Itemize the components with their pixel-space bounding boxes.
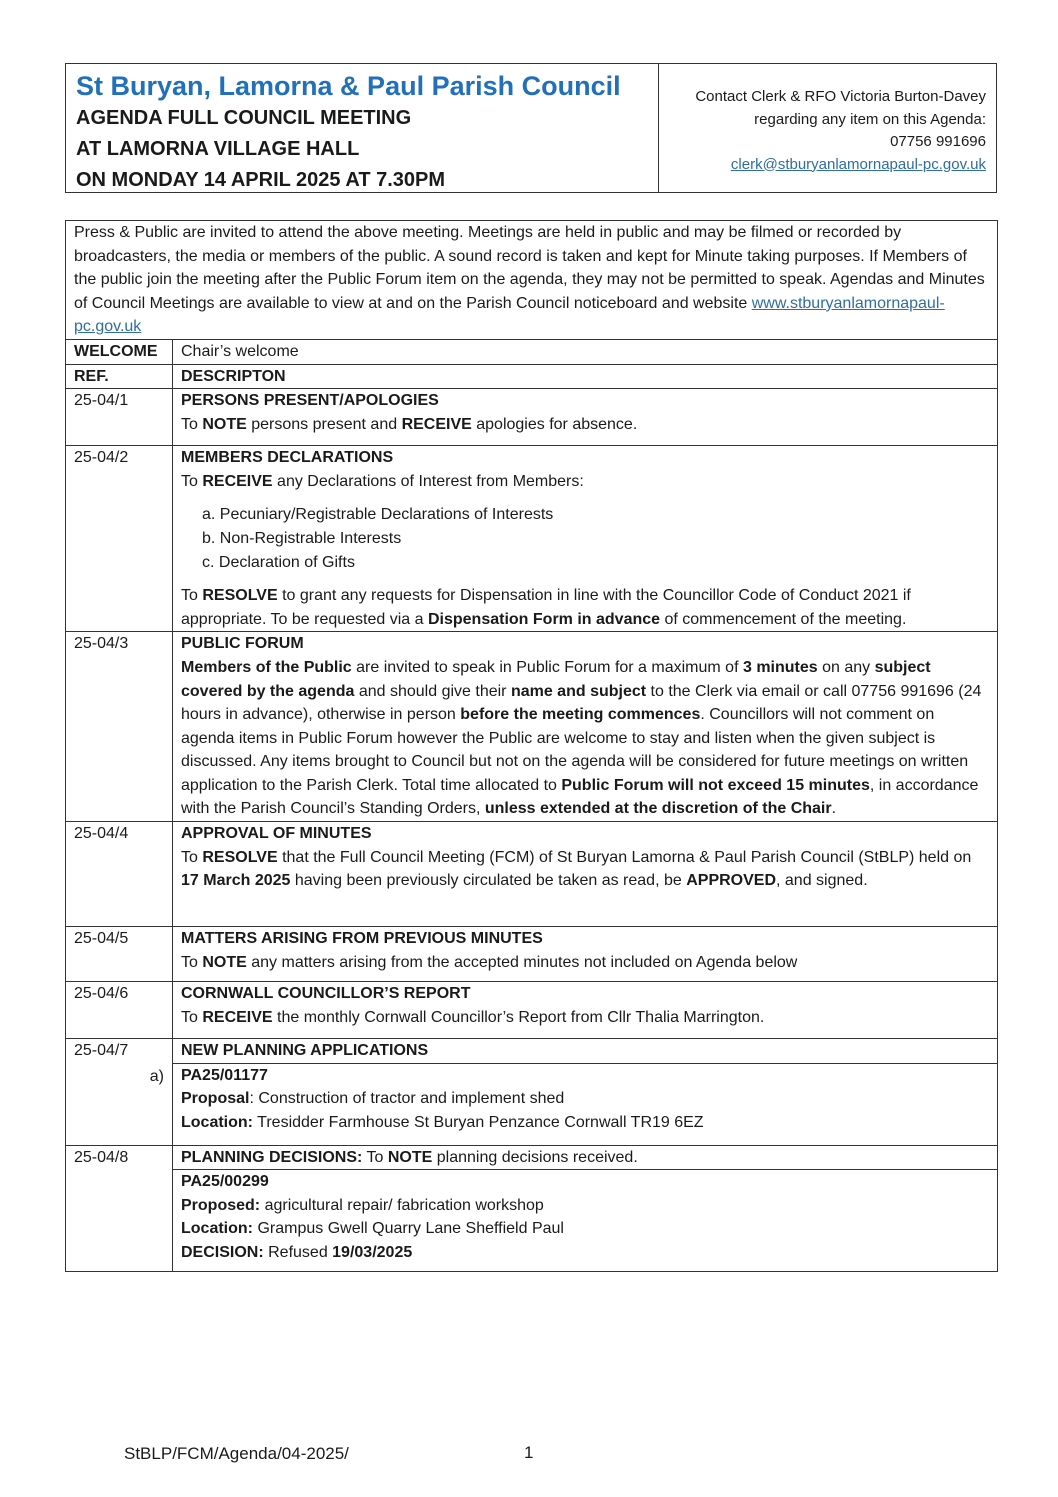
item-body: To NOTE persons present and RECEIVE apologies for absence. (181, 415, 638, 433)
list-item: b. Non-Registrable Interests (202, 529, 402, 547)
dispensation-text: To RESOLVE to grant any requests for Dispensation in line with the Councillor Code of Conduct 2021 if appropriate. To be requested via a Dispensation Form in advance of commencement of the meeting. (181, 587, 911, 628)
contact-phone: 07756 991696 (890, 133, 986, 150)
item-title: MEMBERS DECLARATIONS (181, 449, 394, 467)
item-body: To RECEIVE the monthly Cornwall Councillor’s Report from Cllr Thalia Marrington. (181, 1008, 765, 1026)
footer-doc-ref: StBLP/FCM/Agenda/04-2025/ (124, 1444, 349, 1463)
application-number: PA25/00299 (181, 1173, 269, 1191)
agenda-item-3 (66, 632, 998, 822)
item-title: MATTERS ARISING FROM PREVIOUS MINUTES (181, 930, 543, 948)
item-title: APPROVAL OF MINUTES (181, 825, 372, 843)
council-name: St Buryan, Lamorna & Paul Parish Council (76, 71, 621, 101)
item-desc: PLANNING DECISIONS: To NOTE planning decisions received. (173, 1145, 998, 1170)
declarations-list (181, 503, 989, 574)
item-desc (173, 632, 998, 822)
footer-page-number: 1 (524, 1443, 534, 1462)
item-ref: 25-04/2 (66, 446, 173, 632)
column-ref-header: REF. (66, 364, 173, 389)
contact-regarding: regarding any item on this Agenda: (754, 110, 986, 128)
list-item: c. Declaration of Gifts (202, 553, 355, 571)
agenda-item-8 (66, 1145, 998, 1170)
planning-application-row (66, 1063, 998, 1145)
meeting-venue: AT LAMORNA VILLAGE HALL (76, 138, 360, 160)
header-box (65, 63, 997, 193)
agenda-item-4 (66, 822, 998, 927)
website-link[interactable]: www.stburyanlamornapaul-pc.gov.uk (74, 294, 945, 336)
agenda-item-7 (66, 1039, 998, 1064)
agenda-table (65, 220, 998, 1272)
contact-block (659, 64, 996, 192)
list-item: a. Pecuniary/Registrable Declarations of Interests (202, 506, 554, 524)
contact-clerk: Contact Clerk & RFO Victoria Burton-Davey (695, 88, 986, 105)
item-ref-cell (66, 1039, 173, 1146)
item-desc (173, 927, 998, 982)
intro-text: Press & Public are invited to attend the above meeting. Meetings are held in public and may be filmed or recorded by broadcasters, the media or members of the public. A sound record is taken and kept for Minute taking purposes. If Members of the public join the meeting after the Public Forum item on the agenda, they may not be permitted to speak. Agendas and Minutes of Council Meetings are available to view at and on the Parish Council noticeboard and website (74, 224, 985, 312)
welcome-row (66, 339, 998, 364)
planning-application (173, 1063, 998, 1145)
item-ref: 25-04/7 (74, 1042, 129, 1060)
application-proposal: Proposal: Construction of tractor and implement shed (181, 1090, 565, 1108)
item-body: To NOTE any matters arising from the accepted minutes not included on Agenda below (181, 953, 798, 971)
item-title: PERSONS PRESENT/APOLOGIES (181, 392, 439, 410)
item-ref: 25-04/3 (66, 632, 173, 822)
sub-item-label: a) (149, 1067, 164, 1085)
application-location: Location: Tresidder Farmhouse St Buryan Penzance Cornwall TR19 6EZ (181, 1113, 704, 1131)
item-title: PLANNING DECISIONS: (181, 1148, 363, 1166)
agenda-item-1 (66, 389, 998, 446)
planning-decision (173, 1170, 998, 1272)
contact-email-link[interactable]: clerk@stburyanlamornapaul-pc.gov.uk (730, 155, 986, 173)
item-ref: 25-04/5 (66, 927, 173, 982)
agenda-item-5 (66, 927, 998, 982)
item-body: To RESOLVE that the Full Council Meeting (FCM) of St Buryan Lamorna & Paul Parish Council (StBLP) held on 17 March 2025 having been previously circulated be taken as read, be APPROVED, and signed. (181, 848, 972, 890)
item-ref: 25-04/6 (66, 982, 173, 1039)
item-desc (173, 822, 998, 927)
item-desc (173, 389, 998, 446)
welcome-ref: WELCOME (66, 339, 173, 364)
item-desc (173, 982, 998, 1039)
application-number: PA25/01177 (181, 1066, 268, 1084)
item-title: NEW PLANNING APPLICATIONS (173, 1039, 998, 1064)
decision-location: Location: Grampus Gwell Quarry Lane Sheffield Paul (181, 1220, 564, 1238)
intro-row (66, 221, 998, 340)
item-desc (173, 446, 998, 632)
item-ref: 25-04/1 (66, 389, 173, 446)
agenda-item-6 (66, 982, 998, 1039)
column-desc-header: DESCRIPTON (173, 364, 998, 389)
planning-decision-row (66, 1170, 998, 1272)
meeting-title: AGENDA FULL COUNCIL MEETING (76, 107, 412, 129)
meeting-date: ON MONDAY 14 APRIL 2025 AT 7.30PM (76, 169, 446, 191)
item-ref: 25-04/4 (66, 822, 173, 927)
item-title: CORNWALL COUNCILLOR’S REPORT (181, 985, 471, 1003)
agenda-item-2 (66, 446, 998, 632)
item-ref: 25-04/8 (66, 1145, 173, 1272)
item-body: Members of the Public are invited to speak in Public Forum for a maximum of 3 minutes on any subject covered by the agenda and should give their name and subject to the Clerk via email or call 07756 991696 (24 hours in advance), otherwise in person before the meeting commences. Councillors will not comment on agenda items in Public Forum however the Public are welcome to stay and listen when the given subject is discussed. Any items brought to Council but not on the agenda will be considered for future meetings on written application to the Parish Clerk. Total time allocated to Public Forum will not exceed 15 minutes, in accordance with the Parish Council’s Standing Orders, unless extended at the discretion of the Chair. (181, 658, 982, 818)
decision-proposed: Proposed: agricultural repair/ fabrication workshop (181, 1196, 544, 1214)
item-body: To RECEIVE any Declarations of Interest from Members: (181, 472, 584, 490)
column-header-row (66, 364, 998, 389)
header-title-block (66, 64, 659, 192)
decision-result: DECISION: Refused 19/03/2025 (181, 1244, 413, 1262)
welcome-desc: Chair’s welcome (173, 339, 998, 364)
item-title: PUBLIC FORUM (181, 635, 304, 653)
intro-cell (66, 221, 998, 340)
